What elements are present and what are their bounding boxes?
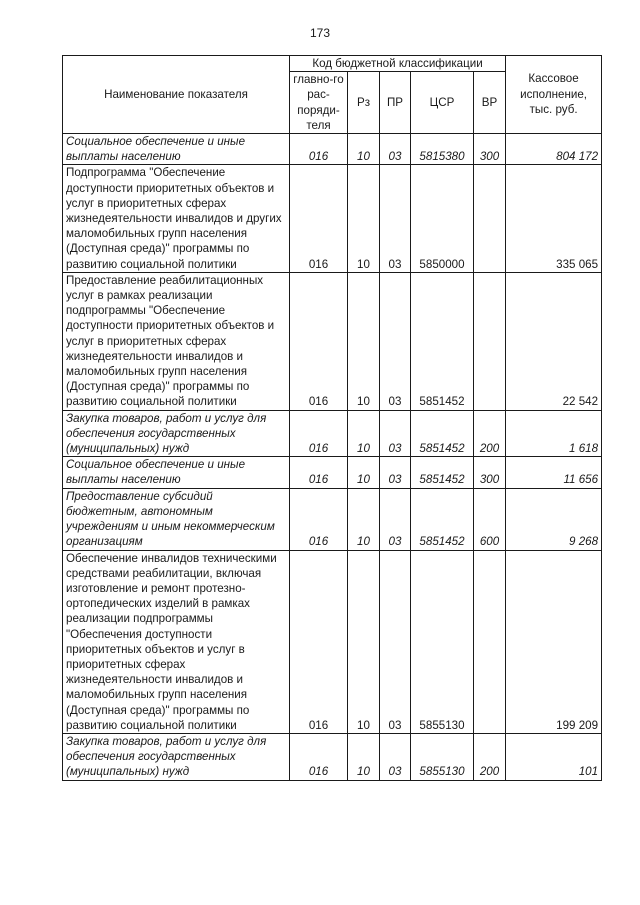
header-admin: главно-го рас-поряди-теля <box>290 72 348 134</box>
row-vr <box>474 165 506 272</box>
row-pr: 03 <box>380 165 411 272</box>
row-admin: 016 <box>290 134 348 165</box>
row-name: Предоставление реабилитационных услуг в рамках реализации подпрограммы "Обеспечение доступности приоритетных объектов и услуг в приоритетных сферах жизнедеятельности инвалидов и маломобильных групп населения (Доступная среда)" программы по развитию социальной политики <box>63 272 290 410</box>
row-pr: 03 <box>380 457 411 488</box>
row-name: Социальное обеспечение и иные выплаты населению <box>63 134 290 165</box>
table-row <box>63 457 602 488</box>
row-name: Обеспечение инвалидов техническими средствами реабилитации, включая изготовление и ремонт протезно-ортопедических изделий в рамках реализации подпрограммы "Обеспечения доступности приоритетных объектов и услуг в приоритетных сферах жизнедеятельности инвалидов и маломобильных групп населения (Доступная среда)" программы по развитию социальной политики <box>63 550 290 733</box>
row-rz: 10 <box>348 488 380 550</box>
header-rz: Рз <box>348 72 380 134</box>
row-amount: 335 065 <box>506 165 602 272</box>
row-rz: 10 <box>348 457 380 488</box>
row-admin: 016 <box>290 272 348 410</box>
row-rz: 10 <box>348 272 380 410</box>
row-csr: 5815380 <box>411 134 474 165</box>
table-row <box>63 488 602 550</box>
row-csr: 5851452 <box>411 272 474 410</box>
row-rz: 10 <box>348 134 380 165</box>
row-rz: 10 <box>348 550 380 733</box>
row-csr: 5851452 <box>411 488 474 550</box>
row-csr: 5855130 <box>411 550 474 733</box>
row-amount: 804 172 <box>506 134 602 165</box>
row-admin: 016 <box>290 457 348 488</box>
table-row <box>63 550 602 733</box>
header-vr: ВР <box>474 72 506 134</box>
row-name: Предоставление субсидий бюджетным, автономным учреждениям и иным некоммерческим организациям <box>63 488 290 550</box>
row-pr: 03 <box>380 410 411 457</box>
header-csr: ЦСР <box>411 72 474 134</box>
row-csr: 5855130 <box>411 733 474 780</box>
row-vr: 200 <box>474 733 506 780</box>
table-row <box>63 134 602 165</box>
row-amount: 1 618 <box>506 410 602 457</box>
row-vr: 600 <box>474 488 506 550</box>
row-vr <box>474 550 506 733</box>
row-amount: 9 268 <box>506 488 602 550</box>
row-name: Социальное обеспечение и иные выплаты населению <box>63 457 290 488</box>
header-code-group: Код бюджетной классификации <box>290 56 506 72</box>
row-rz: 10 <box>348 733 380 780</box>
header-kass: Кассовое исполнение, тыс. руб. <box>506 56 602 134</box>
row-amount: 199 209 <box>506 550 602 733</box>
row-csr: 5851452 <box>411 457 474 488</box>
row-pr: 03 <box>380 272 411 410</box>
header-row-top <box>63 56 602 72</box>
row-vr <box>474 272 506 410</box>
table-row <box>63 733 602 780</box>
row-amount: 22 542 <box>506 272 602 410</box>
row-pr: 03 <box>380 488 411 550</box>
table-row <box>63 165 602 272</box>
row-pr: 03 <box>380 134 411 165</box>
row-vr: 300 <box>474 134 506 165</box>
row-name: Подпрограмма "Обеспечение доступности приоритетных объектов и услуг в приоритетных сферах жизнедеятельности инвалидов и других маломобильных групп населения (Доступная среда)" программы по развитию социальной политики <box>63 165 290 272</box>
row-admin: 016 <box>290 410 348 457</box>
budget-table <box>62 55 602 781</box>
row-name: Закупка товаров, работ и услуг для обеспечения государственных (муниципальных) нужд <box>63 733 290 780</box>
row-pr: 03 <box>380 733 411 780</box>
row-vr: 200 <box>474 410 506 457</box>
row-csr: 5851452 <box>411 410 474 457</box>
row-admin: 016 <box>290 550 348 733</box>
row-admin: 016 <box>290 488 348 550</box>
row-amount: 11 656 <box>506 457 602 488</box>
row-rz: 10 <box>348 165 380 272</box>
row-amount: 101 <box>506 733 602 780</box>
header-pr: ПР <box>380 72 411 134</box>
table-row <box>63 410 602 457</box>
row-csr: 5850000 <box>411 165 474 272</box>
row-admin: 016 <box>290 733 348 780</box>
row-admin: 016 <box>290 165 348 272</box>
table-row <box>63 272 602 410</box>
row-name: Закупка товаров, работ и услуг для обеспечения государственных (муниципальных) нужд <box>63 410 290 457</box>
row-rz: 10 <box>348 410 380 457</box>
row-vr: 300 <box>474 457 506 488</box>
page-number: 173 <box>309 26 331 40</box>
header-name: Наименование показателя <box>63 56 290 134</box>
row-pr: 03 <box>380 550 411 733</box>
